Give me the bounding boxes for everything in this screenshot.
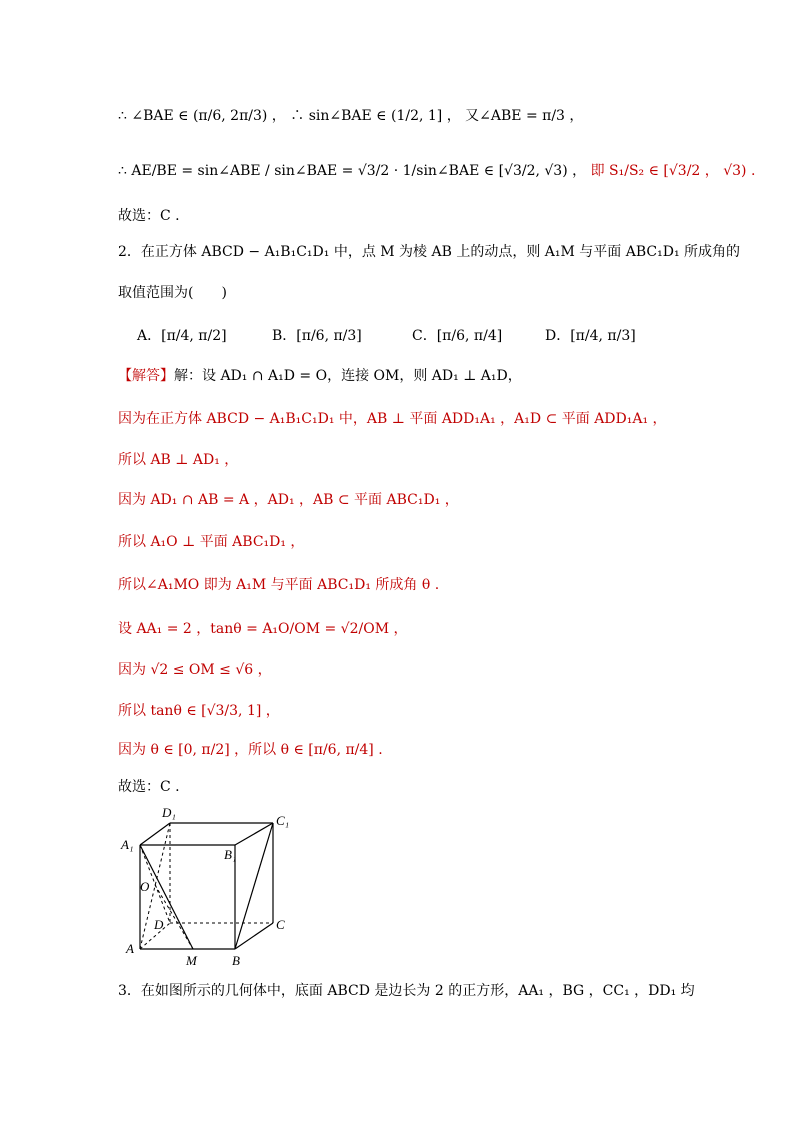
line-2 (118, 161, 755, 181)
label-d: D (154, 917, 164, 932)
label-m: M (186, 953, 197, 968)
option-d: D．[π/4, π/3] (545, 328, 636, 344)
solution-1 (118, 366, 522, 386)
question-3: 3．在如图所示的几何体中，底面 ABCD 是边长为 2 的正方形，AA₁ ，BG ，CC₁ ，DD₁ 均 (118, 983, 695, 999)
answer-tag: 【解答】 (118, 368, 174, 384)
solution-4: 因为 AD₁ ∩ AB = A ，AD₁ ，AB ⊂ 平面 ABC₁D₁ ， (118, 492, 459, 508)
solution-1-text: 解：设 AD₁ ∩ A₁D = O，连接 OM，则 AD₁ ⊥ A₁D， (174, 368, 522, 384)
label-b: B (232, 953, 240, 968)
solution-2: 因为在正方体 ABCD − A₁B₁C₁D₁ 中，AB ⊥ 平面 ADD₁A₁ ，A₁D ⊂ 平面 ADD₁A₁ ， (118, 411, 667, 427)
option-c: C．[π/6, π/4] (412, 328, 503, 344)
solution-3: 所以 AB ⊥ AD₁ ， (118, 452, 239, 468)
solution-8: 因为 √2 ≤ OM ≤ √6 ， (118, 662, 272, 678)
question-2-b: 取值范围为( ) (118, 285, 227, 301)
solution-6: 所以∠A₁MO 即为 A₁M 与平面 ABC₁D₁ 所成角 θ . (118, 577, 440, 593)
label-a1: A₁ (121, 837, 134, 852)
label-c1: C₁ (276, 813, 290, 828)
option-a: A．[π/4, π/2] (137, 328, 227, 344)
line-2-a: ∴ AE/BE = sin∠ABE / sin∠BAE = √3/2 · 1/sin∠BAE ∈ [√3/2, √3) ， (118, 163, 587, 179)
solution-5: 所以 A₁O ⊥ 平面 ABC₁D₁ ， (118, 534, 305, 550)
line-3: 故选：C . (118, 208, 180, 224)
line-1: ∴ ∠BAE ∈ (π/6, 2π/3) ， ∴ sin∠BAE ∈ (1/2, 1] ， 又∠ABE = π/3 ， (118, 108, 584, 124)
option-b: B．[π/6, π/3] (272, 328, 362, 344)
solution-11: 故选：C . (118, 779, 180, 795)
cube-figure (118, 803, 308, 973)
line-2-b: 即 S₁/S₂ ∈ [√3/2 ， √3) . (590, 163, 756, 179)
solution-9: 所以 tanθ ∈ [√3/3, 1] ， (118, 703, 280, 719)
label-a: A (126, 941, 134, 956)
solution-7: 设 AA₁ = 2 ，tanθ = A₁O/OM = √2/OM ， (118, 621, 408, 637)
label-b1: B₁ (224, 847, 237, 862)
label-o: O (140, 879, 150, 894)
solution-10: 因为 θ ∈ [0, π/2] ，所以 θ ∈ [π/6, π/4] . (118, 742, 383, 758)
label-c: C (276, 917, 285, 932)
label-d1: D₁ (162, 805, 176, 820)
question-2: 2．在正方体 ABCD − A₁B₁C₁D₁ 中，点 M 为棱 AB 上的动点，则 A₁M 与平面 ABC₁D₁ 所成角的 (118, 244, 741, 260)
